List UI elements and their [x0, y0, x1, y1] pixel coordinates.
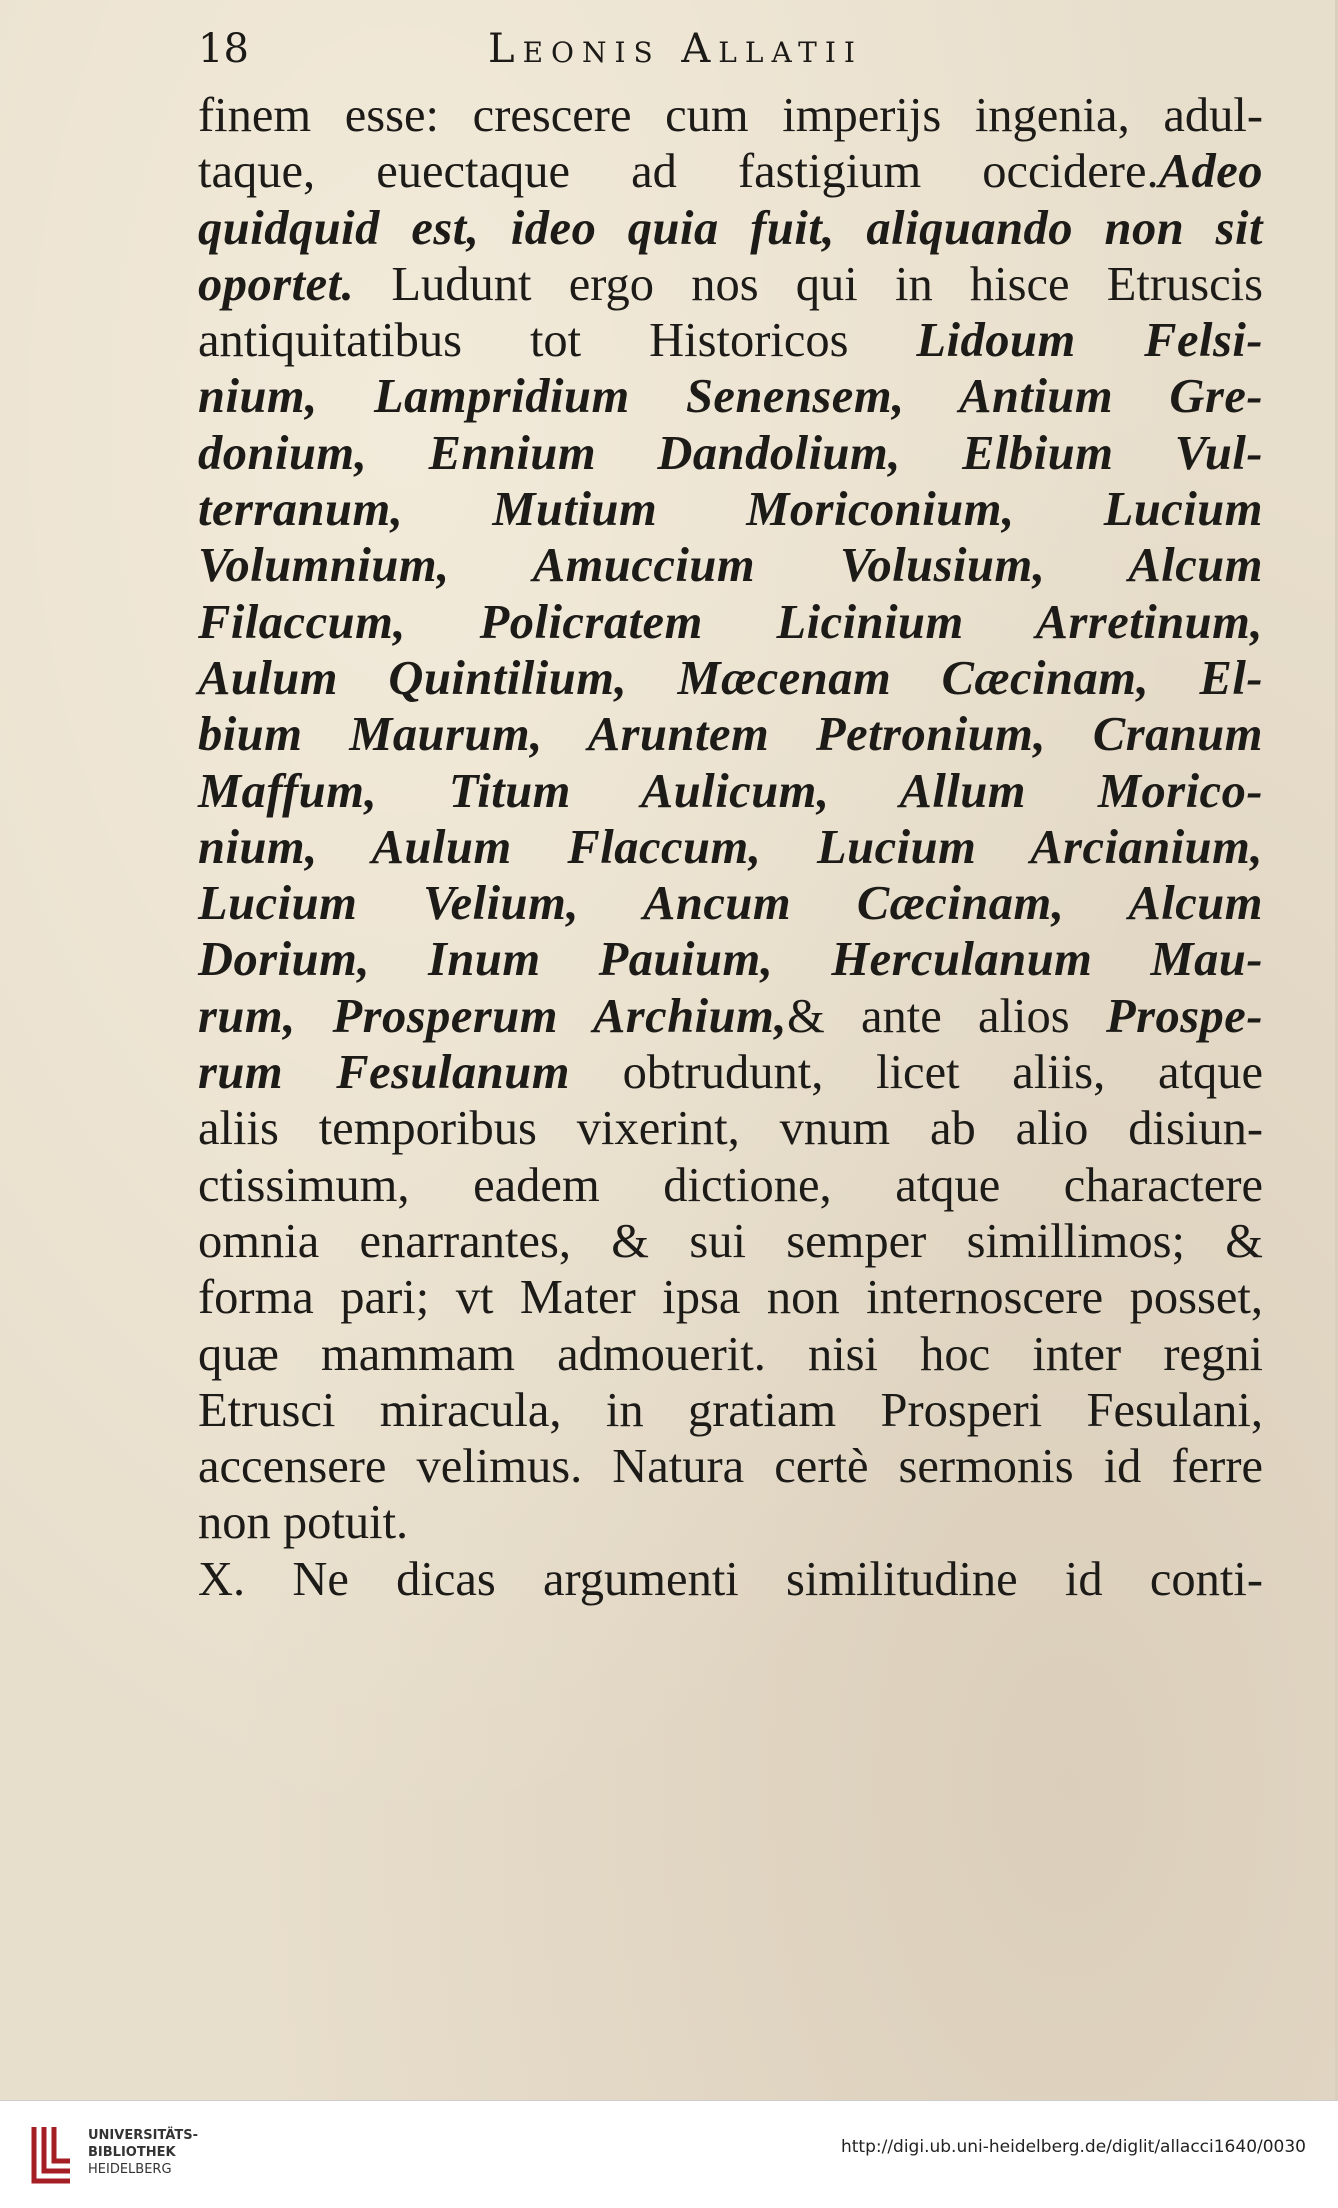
permalink[interactable]: http://digi.ub.uni-heidelberg.de/diglit/allacci1640/0030	[840, 2137, 1306, 2157]
text-segment: & ante alios	[786, 989, 1106, 1043]
text-line-11: Aulum Quintilium, Mæcenam Cæcinam, El-	[198, 651, 1263, 705]
text-line-9: Volumnium, Amuccium Volusium, Alcum	[198, 539, 1263, 593]
text-line-21: omnia enarrantes, & sui semper simillimos; &	[198, 1214, 1263, 1268]
library-logo-icon[interactable]	[28, 2123, 76, 2185]
body-text	[198, 88, 1263, 1608]
text-segment-italic: rum Fesulanum	[198, 1046, 570, 1100]
text-line-14: nium, Aulum Flaccum, Lucium Arcianium,	[198, 820, 1263, 874]
text-line-18	[198, 1045, 1263, 1101]
text-line-22: forma pari; vt Mater ipsa non internoscere posset,	[198, 1271, 1263, 1325]
institution-line: UNIVERSITÄTS-	[88, 2128, 198, 2143]
institution-line: HEIDELBERG	[88, 2162, 172, 2177]
text-segment-italic: Lidoum Felsi-	[916, 314, 1263, 368]
text-line-2	[198, 144, 1263, 200]
text-line-15: Lucium Velium, Ancum Cæcinam, Alcum	[198, 877, 1263, 931]
page-number: 18	[198, 26, 249, 72]
text-line-3: quidquid est, ideo quia fuit, aliquando non sit	[198, 201, 1263, 255]
text-line-23: quæ mammam admouerit. nisi hoc inter regni	[198, 1327, 1263, 1381]
text-line-16: Dorium, Inum Pauium, Herculanum Mau-	[198, 933, 1263, 987]
text-segment-italic: Prospe-	[1105, 989, 1263, 1043]
text-line-17	[198, 989, 1263, 1045]
running-head: Leonis Allatii	[488, 26, 863, 72]
text-line-8: terranum, Mutium Moriconium, Lucium	[198, 483, 1263, 537]
text-segment: obtrudunt, licet aliis, atque	[569, 1046, 1263, 1100]
text-segment: taque, euectaque ad fastigium occidere.	[198, 145, 1159, 199]
text-line-19: aliis temporibus vixerint, vnum ab alio disiun-	[198, 1102, 1263, 1156]
viewer-footer	[0, 2100, 1338, 2208]
text-segment-italic: rum, Prosperum Archium,	[198, 989, 787, 1043]
text-line-5	[198, 313, 1263, 369]
text-line-12: bium Maurum, Aruntem Petronium, Cranum	[198, 708, 1263, 762]
text-line-20: ctissimum, eadem dictione, atque charactere	[198, 1158, 1263, 1212]
text-line-4	[198, 257, 1263, 313]
text-line-10: Filaccum, Policratem Licinium Arretinum,	[198, 595, 1263, 649]
text-line-1: finem esse: crescere cum imperijs ingenia, adul-	[198, 89, 1263, 142]
institution-line: BIBLIOTHEK	[88, 2145, 176, 2160]
text-segment-italic: oportet.	[198, 257, 355, 311]
text-line-6: nium, Lampridium Senensem, Antium Gre-	[198, 370, 1263, 424]
institution-name	[88, 2127, 198, 2178]
text-line-7: donium, Ennium Dandolium, Elbium Vul-	[198, 426, 1263, 480]
text-line-25: accensere velimus. Natura certè sermonis id ferre	[198, 1440, 1263, 1494]
text-line-27: X. Ne dicas argumenti similitudine id conti-	[198, 1552, 1263, 1606]
text-segment-italic: Adeo	[1158, 145, 1263, 199]
page-header	[198, 18, 1198, 88]
text-segment: Ludunt ergo nos qui in hisce Etruscis	[354, 257, 1263, 311]
text-segment: antiquitatibus tot Historicos	[198, 314, 917, 368]
text-line-24: Etrusci miracula, in gratiam Prosperi Fesulani,	[198, 1383, 1263, 1437]
text-line-13: Maffum, Titum Aulicum, Allum Morico-	[198, 764, 1263, 818]
text-line-26: non potuit.	[198, 1496, 409, 1550]
